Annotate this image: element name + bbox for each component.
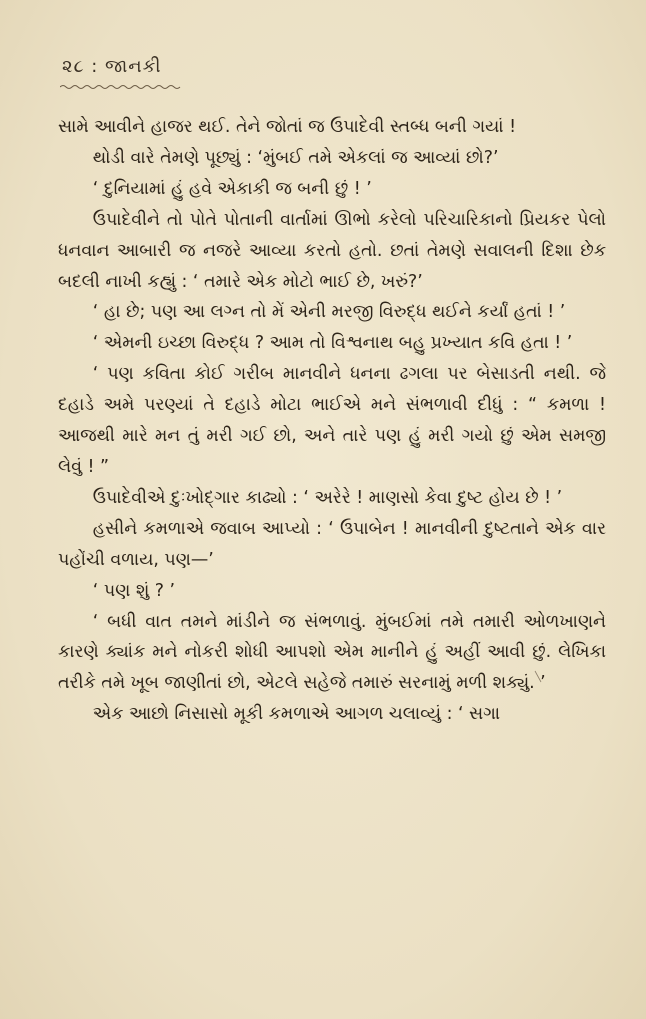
paragraph: સામે આવીને હાજર થઈ. તેને જોતાં જ ઉપાદેવી સ્તબ્ધ બની ગયાં !	[58, 117, 517, 137]
paragraph: ‘ એમની ઇચ્છા વિરુદ્ધ ? આમ તો વિશ્વનાથ બહુ પ્રખ્યાત કવિ હતા ! ’	[92, 333, 573, 354]
paragraph: ‘ દુનિયામાં હું હવે એકાકી જ બની છું ! ’	[92, 178, 372, 199]
decorative-wavy-rule	[60, 84, 182, 90]
running-head: ૨૮ : જાનકી	[62, 56, 162, 77]
paragraph: ‘ હા છે; પણ આ લગ્ન તો મેં એની મરજી વિરુદ્ધ થઈને કર્યાં હતાં ! ’	[92, 302, 566, 323]
paragraph: થોડી વારે તેમણે પૂછ્યું : ‘મુંબઈ તમે એકલાં જ આવ્યાં છો?’	[92, 147, 499, 168]
paragraph: ‘ પણ કવિતા કોઈ ગરીબ માનવીને ધનના ઢગલા પર બેસાડતી નથી. જે દહાડે અમે પરણ્યાં તે દહાડે મોટા ભાઈએ મને સંભળાવી દીધું : “ કમળા ! આજથી મારે મન તું મરી ગઈ છો, અને તારે પણ હું મરી ગયો છું એમ સમજી લેવું ! ”	[58, 364, 606, 477]
body-text	[58, 112, 606, 730]
paragraph: ઉપાદેવીને તો પોતે પોતાની વાર્તામાં ઊભો કરેલો પરિચારિકાનો પ્રિયકર પેલો ધનવાન આબારી જ નજરે આવ્યા કરતો હતો. છતાં તેમણે સવાલની દિશા છેક બદલી નાખી કહ્યું : ‘ તમારે એક મોટો ભાઈ છે, ખરું?’	[58, 209, 606, 292]
paragraph: ‘ પણ શું ? ’	[92, 580, 176, 601]
paragraph: ઉપાદેવીએ દુઃખોદ્ગાર કાઢ્યો : ‘ અરેરે ! માણસો કેવા દુષ્ટ હોય છે ! ’	[92, 487, 563, 508]
paragraph: ‘ બધી વાત તમને માંડીને જ સંભળાવું. મુંબઈમાં તમે તમારી ઓળખાણને કારણે ક્યાંક મને નોકરી શોધી આપશો એમ માનીને હું અહીં આવી છું. લેખિકા તરીકે તમે ખૂબ જાણીતાં છો, એટલે સહેજે તમારું સરનામું મળી શક્યું. ’	[58, 611, 606, 694]
paragraph: એક આછો નિસાસો મૂકી કમળાએ આગળ ચલાવ્યું : ‘ સગા	[92, 704, 501, 725]
paragraph: હસીને કમળાએ જવાબ આપ્યો : ‘ ઉપાબેન ! માનવીની દુષ્ટતાને એક વાર પહોંચી વળાય, પણ—’	[58, 518, 606, 570]
stray-pen-mark	[534, 670, 542, 684]
